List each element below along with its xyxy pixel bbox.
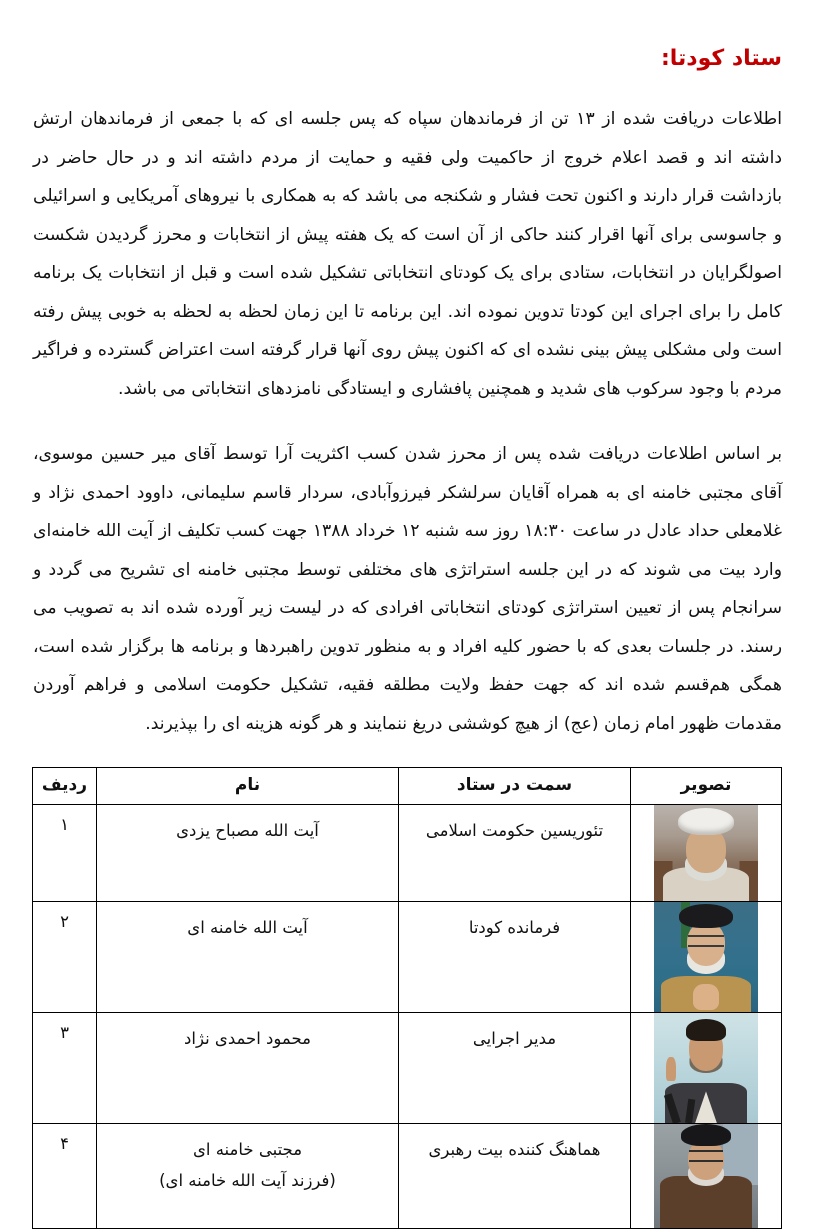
table-header-row — [33, 768, 782, 805]
paragraph-2: بر اساس اطلاعات دریافت شده پس از محرز شدن کسب اکثریت آرا توسط آقای میر حسین موسوی، آقای مجتبی خامنه ای به همراه آقایان سرلشکر فیرزوآبادی، سردار قاسم سلیمانی، داوود احمدی نژاد و غلامعلی حداد عادل در ساعت ۱۸:۳۰ روز سه شنبه ۱۲ خرداد ۱۳۸۸ جهت کسب تکلیف از آیت الله خامنه‌ای وارد بیت می شوند که در این جلسه استراتژی های مختلفی توسط مجتبی خامنه ای تشریح می گردد و سرانجام پس از تعیین استراتژی کودتای انتخاباتی افرادی که در لیست زیر آورده شده اند به تصویب می رسند. در جلسات بعدی که با حضور کلیه افراد و به منظور تدوین راهبردها و برنامه ها برگزار شده است، همگی هم‌قسم شده اند که جهت حفظ ولایت مطلقه فقیه، تشکیل حکومت اسلامی و فراهم آوردن مقدمات ظهور امام زمان (عج) از هیچ کوششی دریغ ننمایند و هر گونه هزینه ای را بپذیرند. — [33, 444, 782, 734]
paragraph-1: اطلاعات دریافت شده از ۱۳ تن از فرماندهان سپاه که پس جلسه ای که با جمعی از فرماندهان ارتش داشته اند و قصد اعلام خروج از حاکمیت ولی فقیه و حمایت از مردم داشته اند و در حال حاضر در بازداشت قرار دارند و اکنون تحت فشار و شکنجه می باشد که به همکاری با نیروهای آمریکایی و اسرائیلی و جاسوسی برای آنها اقرار کنند حاکی از آن است که یک هفته پیش از انتخابات و محرز گردیدن شکست اصولگرایان در انتخابات، ستادی برای یک کودتای انتخاباتی تشکیل شده است و قبل از انتخابات یک برنامه کامل را برای اجرای این کودتا تدوین نموده اند. این برنامه تا این زمان لحظه به لحظه به خوبی پیش رفته است ولی مشکلی پیش بینی نشده ای که اکنون پیش روی آنها قرار گرفته است اعتراض گسترده و فراگیر مردم با وجود سرکوب های شدید و همچنین پافشاری و ایستادگی نامزدهای انتخاباتی می باشد. — [33, 109, 782, 399]
row-image-cell — [631, 1124, 782, 1229]
row-image-cell — [631, 1013, 782, 1124]
row-name-sub: (فرزند آیت الله خامنه ای) — [159, 1171, 336, 1191]
row-image-cell — [631, 805, 782, 902]
document-content — [33, 0, 782, 1229]
row-index: ۳ — [33, 1013, 97, 1124]
row-index: ۲ — [33, 902, 97, 1013]
row-index: ۴ — [33, 1124, 97, 1229]
row-name: آیت الله مصباح یزدی — [97, 805, 399, 902]
portrait-image-2 — [654, 902, 758, 1012]
column-header-name: نام — [97, 768, 399, 805]
row-position: فرمانده کودتا — [399, 902, 631, 1013]
table-row — [33, 902, 782, 1013]
portrait-image-1 — [654, 805, 758, 901]
people-table-wrapper — [33, 767, 782, 1229]
row-name: محمود احمدی نژاد — [97, 1013, 399, 1124]
row-position: تئوریسین حکومت اسلامی — [399, 805, 631, 902]
row-position: مدیر اجرایی — [399, 1013, 631, 1124]
row-index: ۱ — [33, 805, 97, 902]
table-row — [33, 1013, 782, 1124]
page-title: ستاد کودتا: — [660, 46, 782, 71]
coup-staff-table — [32, 767, 782, 1229]
column-header-position: سمت در ستاد — [399, 768, 631, 805]
column-header-image: تصویر — [631, 768, 782, 805]
row-image-cell — [631, 902, 782, 1013]
portrait-image-4 — [654, 1124, 758, 1228]
row-name: آیت الله خامنه ای — [97, 902, 399, 1013]
column-header-row: ردیف — [33, 768, 97, 805]
row-position: هماهنگ کننده بیت رهبری — [399, 1124, 631, 1229]
table-row — [33, 805, 782, 902]
table-row — [33, 1124, 782, 1229]
row-name — [97, 1124, 399, 1229]
row-name-main: مجتبی خامنه ای — [192, 1140, 303, 1160]
portrait-image-3 — [654, 1013, 758, 1123]
